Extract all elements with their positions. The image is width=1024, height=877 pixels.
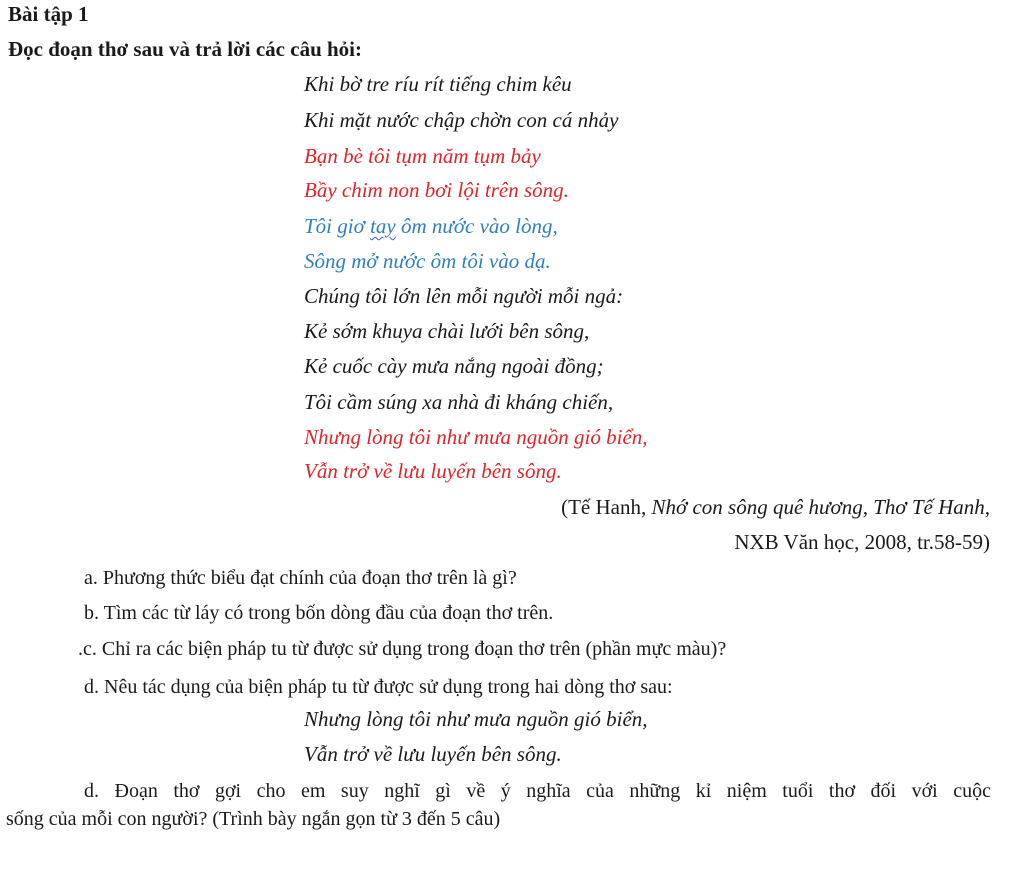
poem-line-11: Nhưng lòng tôi như mưa nguồn gió biển, — [304, 425, 648, 449]
spellcheck-word: tay — [370, 214, 396, 238]
poem-line-4: Bầy chim non bơi lội trên sông. — [304, 178, 569, 202]
question-b: b. Tìm các từ láy có trong bốn dòng đầu của đoạn thơ trên. — [84, 602, 554, 624]
source-citation-line-2: NXB Văn học, 2008, tr.58-59) — [734, 530, 990, 554]
poem-line-7: Chúng tôi lớn lên mỗi người mỗi ngả: — [304, 284, 624, 308]
question-a: a. Phương thức biểu đạt chính của đoạn thơ trên là gì? — [84, 567, 517, 589]
poem-line-1: Khi bờ tre ríu rít tiếng chim kêu — [304, 72, 572, 96]
poem-line-10: Tôi cầm súng xa nhà đi kháng chiến, — [304, 390, 614, 414]
question-e-line-1: d. Đoạn thơ gợi cho em suy nghĩ gì về ý nghĩa của những kỉ niệm tuổi thơ đối với cuộc — [84, 780, 991, 802]
poem-line-5-part-c: ôm nước vào lòng, — [395, 214, 558, 238]
question-d: d. Nêu tác dụng của biện pháp tu từ được sử dụng trong hai dòng thơ sau: — [84, 676, 673, 698]
poem-line-8: Kẻ sớm khuya chài lưới bên sông, — [304, 319, 590, 343]
poem-line-9: Kẻ cuốc cày mưa nắng ngoài đồng; — [304, 354, 604, 378]
poem-line-6: Sông mở nước ôm tôi vào dạ. — [304, 249, 551, 273]
question-c: .c. Chỉ ra các biện pháp tu từ được sử dụng trong đoạn thơ trên (phần mực màu)? — [78, 638, 727, 660]
exercise-title: Bài tập 1 — [8, 2, 89, 26]
poem-line-5-part-a: Tôi giơ — [304, 214, 371, 238]
poem-line-12: Vẫn trở về lưu luyến bên sông. — [304, 459, 562, 483]
source-author: (Tế Hanh, — [561, 495, 652, 519]
question-d-quote-1: Nhưng lòng tôi như mưa nguồn gió biển, — [304, 707, 648, 731]
source-citation-line-1 — [561, 496, 990, 519]
instruction-text: Đọc đoạn thơ sau và trả lời các câu hỏi: — [8, 37, 363, 61]
poem-line-2: Khi mặt nước chập chờn con cá nhảy — [304, 108, 619, 132]
poem-line-5 — [304, 215, 558, 238]
question-d-quote-2: Vẫn trở về lưu luyến bên sông. — [304, 742, 562, 766]
question-e-line-2: sống của mỗi con người? (Trình bày ngắn gọn từ 3 đến 5 câu) — [6, 808, 501, 830]
source-work-title: Nhớ con sông quê hương, Thơ Tế Hanh, — [651, 495, 990, 519]
poem-line-3: Bạn bè tôi tụm năm tụm bảy — [304, 144, 541, 168]
